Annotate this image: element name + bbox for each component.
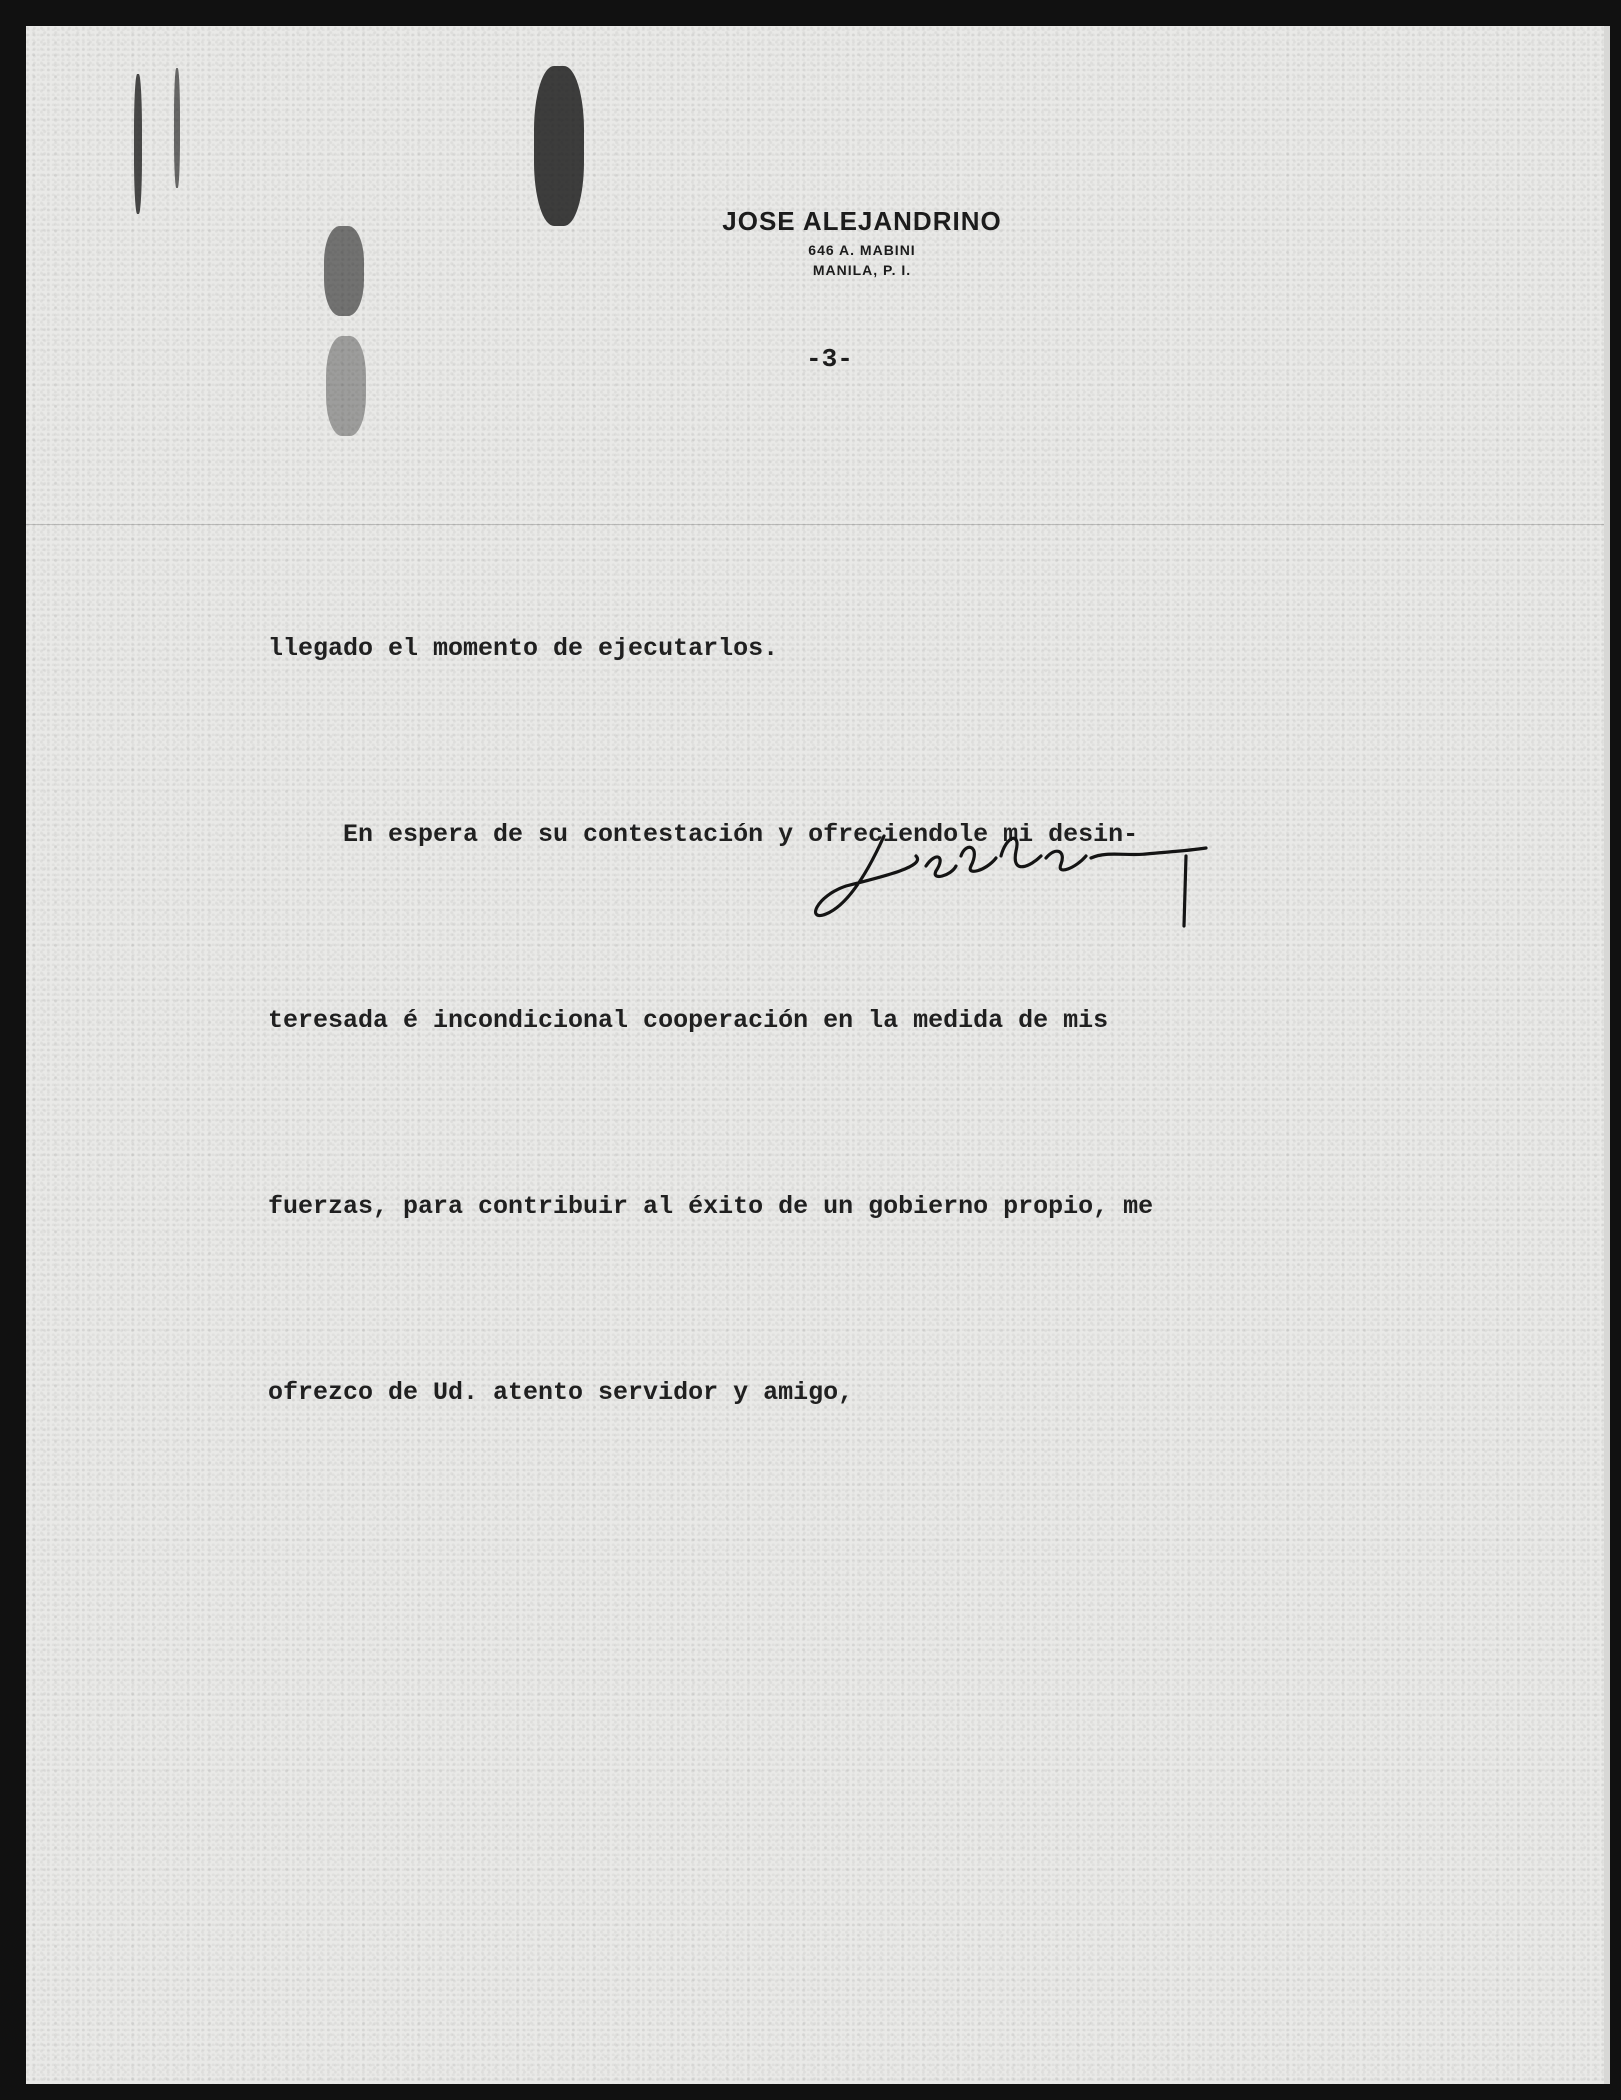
letterhead-city: MANILA, P. I.	[812, 262, 912, 278]
letterhead-name: JOSE ALEJANDRINO	[722, 206, 1002, 236]
body-line: teresada é incondicional cooperación en la medida de mis	[268, 1006, 1109, 1035]
ink-smudge	[134, 74, 142, 214]
handwritten-signature	[806, 796, 1226, 946]
ink-smudge	[534, 66, 584, 226]
ink-smudge	[174, 68, 180, 188]
letter-body	[268, 494, 1408, 1548]
body-line: ofrezco de Ud. atento servidor y amigo,	[268, 1378, 854, 1407]
page-number: -3-	[806, 344, 853, 374]
ink-smudge	[326, 336, 366, 436]
body-line: En espera de su contestación y ofreciendole mi desin-	[268, 820, 1139, 849]
body-line: llegado el momento de ejecutarlos.	[268, 634, 779, 663]
paper-edge	[1604, 26, 1610, 2084]
ink-smudge	[324, 226, 364, 316]
document-page	[26, 26, 1604, 2084]
body-line: fuerzas, para contribuir al éxito de un gobierno propio, me	[268, 1192, 1154, 1221]
letterhead-address: 646 A. MABINI	[808, 242, 916, 258]
